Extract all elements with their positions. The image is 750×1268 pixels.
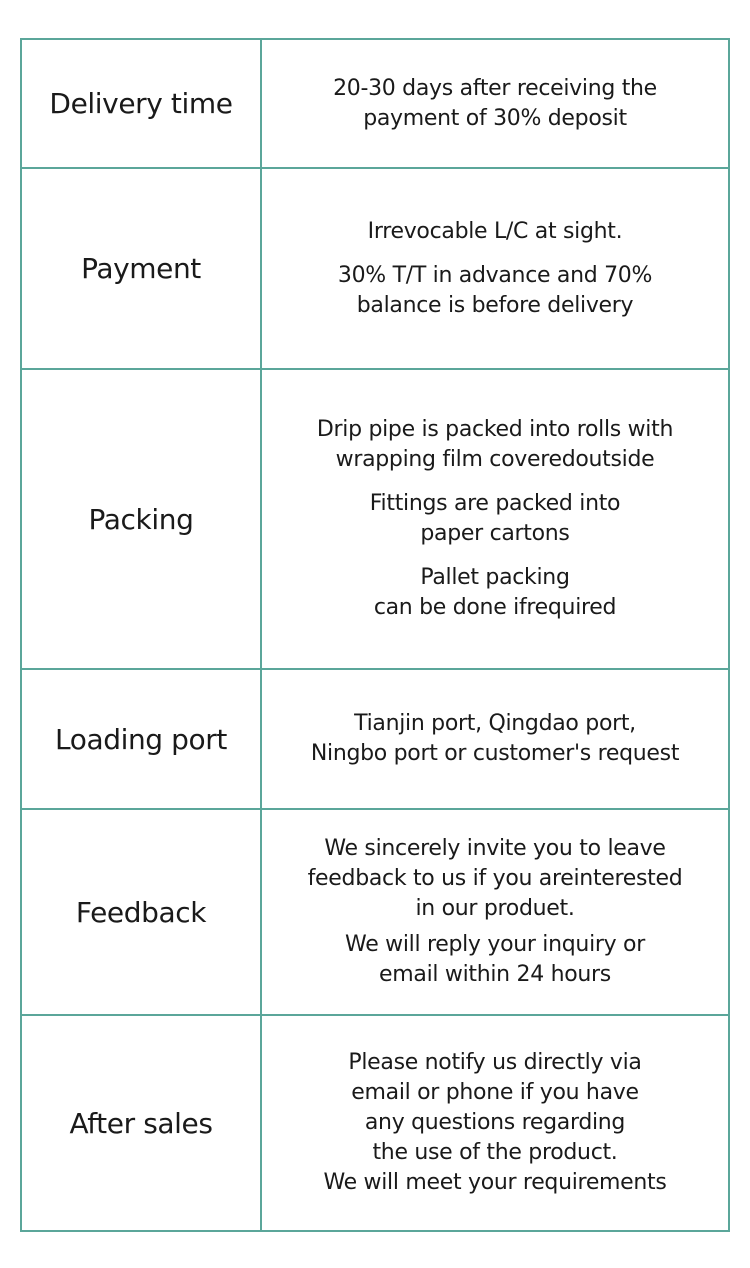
- value-line: can be done ifrequired: [373, 595, 617, 620]
- value-line: wrapping film coveredoutside: [335, 447, 655, 472]
- table-row-loading-port: [22, 668, 728, 808]
- row-label: Feedback: [22, 810, 262, 1014]
- table-row-payment: [22, 167, 728, 368]
- value-paragraph: [333, 74, 657, 134]
- row-value: [262, 40, 728, 167]
- row-label: Payment: [22, 169, 262, 368]
- value-line: Ningbo port or customer's request: [310, 741, 680, 766]
- row-value: [262, 370, 728, 668]
- value-line: email or phone if you have: [351, 1080, 639, 1105]
- row-label: After sales: [22, 1016, 262, 1230]
- info-table: [20, 38, 730, 1232]
- row-value: [262, 670, 728, 808]
- value-paragraph: [323, 1048, 666, 1198]
- value-line: Tianjin port, Qingdao port,: [354, 711, 636, 736]
- value-line: feedback to us if you areinterested: [307, 866, 683, 891]
- value-line: payment of 30% deposit: [363, 105, 627, 131]
- value-line: in our produet.: [415, 896, 575, 921]
- row-label: Loading port: [22, 670, 262, 808]
- value-line: We will reply your inquiry or: [345, 932, 645, 957]
- value-line: Please notify us directly via: [348, 1050, 642, 1075]
- value-line: email within 24 hours: [379, 962, 611, 987]
- row-value: [262, 169, 728, 368]
- value-line: 30% T/T in advance and 70%: [337, 262, 653, 288]
- value-line: We will meet your requirements: [323, 1170, 667, 1195]
- value-line: 20-30 days after receiving the: [333, 75, 657, 101]
- value-paragraph: [345, 930, 645, 990]
- row-value: [262, 810, 728, 1014]
- value-paragraph: [308, 834, 683, 924]
- table-row-after-sales: [22, 1014, 728, 1230]
- value-paragraph: [370, 489, 620, 549]
- value-line: any questions regarding: [364, 1110, 626, 1135]
- value-line: Drip pipe is packed into rolls with: [316, 417, 674, 442]
- value-paragraph: [311, 709, 679, 769]
- value-paragraph: [317, 415, 673, 475]
- table-row-packing: [22, 368, 728, 668]
- row-label: Packing: [22, 370, 262, 668]
- value-line: paper cartons: [420, 521, 570, 546]
- value-line: Irrevocable L/C at sight.: [367, 218, 623, 244]
- value-paragraph: [368, 217, 623, 247]
- value-line: We sincerely invite you to leave: [324, 836, 666, 861]
- row-label: Delivery time: [22, 40, 262, 167]
- table-row-feedback: [22, 808, 728, 1014]
- value-line: Fittings are packed into: [369, 491, 621, 516]
- value-paragraph: [338, 261, 652, 321]
- value-line: balance is before delivery: [356, 292, 634, 318]
- table-row-delivery-time: [22, 40, 728, 167]
- value-line: Pallet packing: [420, 565, 570, 590]
- value-paragraph: [374, 563, 616, 623]
- value-line: the use of the product.: [372, 1140, 618, 1165]
- row-value: [262, 1016, 728, 1230]
